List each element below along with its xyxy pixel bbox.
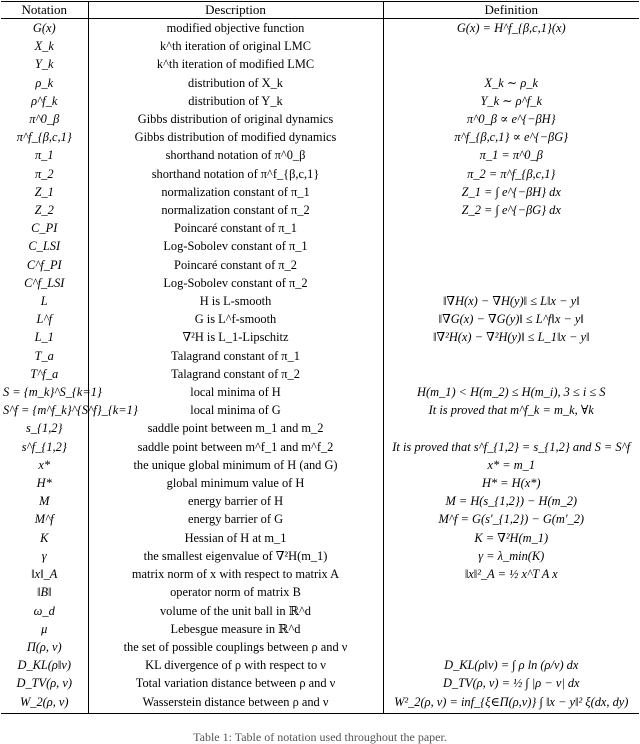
notation-cell: C_LSI [28, 239, 61, 254]
table-row [1, 438, 639, 456]
definition-cell: x* = m_1 [383, 456, 639, 474]
definition-cell: M = H(s_{1,2}) − H(m_2) [383, 492, 639, 510]
table-row [1, 201, 639, 219]
table-row [1, 328, 639, 346]
notation-cell: Π(ρ, ν) [26, 639, 62, 654]
table-row [1, 656, 639, 674]
notation-cell: T^f_a [30, 366, 59, 381]
definition-cell: D_KL(ρ‖ν) = ∫ ρ ln (ρ/ν) dx [383, 656, 639, 674]
table-row [1, 128, 639, 146]
description-cell: Gibbs distribution of modified dynamics [88, 128, 383, 146]
notation-cell: s^f_{1,2} [21, 439, 67, 454]
description-cell: distribution of Y_k [88, 92, 383, 110]
definition-cell: π^0_β ∝ e^{−βH} [383, 110, 639, 128]
description-cell: Gibbs distribution of original dynamics [88, 110, 383, 128]
description-cell: Hessian of H at m_1 [88, 529, 383, 547]
definition-cell: H(m_1) < H(m_2) ≤ H(m_i), 3 ≤ i ≤ S [383, 383, 639, 401]
description-cell: k^th iteration of modified LMC [88, 55, 383, 73]
definition-cell: π_1 = π^0_β [383, 146, 639, 164]
table-row [1, 510, 639, 528]
header-description: Description [88, 2, 383, 19]
description-cell: Lebesgue measure in ℝ^d [88, 620, 383, 638]
description-cell: distribution of X_k [88, 74, 383, 92]
notation-cell: S^f = {m^f_k}^{S^f}_{k=1} [3, 403, 138, 418]
table-row [1, 565, 639, 583]
table-body [1, 19, 639, 714]
description-cell: energy barrier of G [88, 510, 383, 528]
header-definition: Definition [383, 2, 639, 19]
definition-cell [383, 37, 639, 55]
notation-cell: ω_d [33, 603, 55, 618]
definition-cell [383, 55, 639, 73]
notation-cell: ρ_k [35, 75, 54, 90]
description-cell: Poincaré constant of π_1 [88, 219, 383, 237]
table-row [1, 55, 639, 73]
definition-cell: Y_k ∼ ρ^f_k [383, 92, 639, 110]
description-cell: ∇²H is L_1-Lipschitz [88, 328, 383, 346]
definition-cell: γ = λ_min(K) [383, 547, 639, 565]
definition-cell: H* = H(x*) [383, 474, 639, 492]
description-cell: Wasserstein distance between ρ and ν [88, 693, 383, 714]
notation-cell: ‖B‖ [36, 585, 52, 600]
definition-cell: It is proved that m^f_k = m_k, ∀k [383, 401, 639, 419]
definition-cell: π^f_{β,c,1} ∝ e^{−βG} [383, 128, 639, 146]
description-cell: k^th iteration of original LMC [88, 37, 383, 55]
notation-cell: C^f_PI [26, 257, 62, 272]
description-cell: Talagrand constant of π_2 [88, 365, 383, 383]
definition-cell: X_k ∼ ρ_k [383, 74, 639, 92]
notation-cell: π^0_β [29, 112, 60, 127]
notation-cell: ρ^f_k [31, 93, 58, 108]
definition-cell: G(x) = H^f_{β,c,1}(x) [383, 19, 639, 38]
notation-cell: S = {m_k}^S_{k=1} [3, 385, 102, 400]
definition-cell [383, 274, 639, 292]
table-row [1, 19, 639, 38]
table-row [1, 529, 639, 547]
definition-cell: π_2 = π^f_{β,c,1} [383, 165, 639, 183]
description-cell: shorthand notation of π^0_β [88, 146, 383, 164]
notation-cell: π_1 [34, 148, 54, 163]
description-cell: Talagrand constant of π_1 [88, 347, 383, 365]
description-cell: KL divergence of ρ with respect to ν [88, 656, 383, 674]
notation-cell: ‖x‖_A [31, 567, 58, 582]
notation-table-container [1, 1, 639, 714]
description-cell: Total variation distance between ρ and ν [88, 674, 383, 692]
table-row [1, 165, 639, 183]
table-row [1, 347, 639, 365]
description-cell: volume of the unit ball in ℝ^d [88, 602, 383, 620]
table-row [1, 492, 639, 510]
notation-cell: T_a [34, 348, 54, 363]
notation-cell: Z_2 [34, 203, 54, 218]
table-row [1, 401, 639, 419]
notation-cell: D_KL(ρ‖ν) [17, 658, 71, 673]
notation-cell: W_2(ρ, ν) [1, 693, 88, 714]
description-cell: normalization constant of π_2 [88, 201, 383, 219]
definition-cell [383, 256, 639, 274]
table-row [1, 256, 639, 274]
table-row [1, 383, 639, 401]
table-row [1, 602, 639, 620]
description-cell: the set of possible couplings between ρ and ν [88, 638, 383, 656]
definition-cell [383, 365, 639, 383]
notation-cell: L_1 [34, 330, 54, 345]
notation-cell: γ [41, 548, 47, 563]
description-cell: global minimum value of H [88, 474, 383, 492]
description-cell: shorthand notation of π^f_{β,c,1} [88, 165, 383, 183]
table-caption: Table 1: Table of notation used throughout the paper. [193, 730, 447, 744]
definition-cell [383, 583, 639, 601]
notation-cell: C^f_LSI [24, 275, 65, 290]
notation-cell: X_k [34, 39, 54, 54]
notation-cell: L [40, 294, 48, 309]
definition-cell [383, 620, 639, 638]
table-row [1, 92, 639, 110]
table-row [1, 365, 639, 383]
definition-cell: M^f = G(s'_{1,2}) − G(m'_2) [383, 510, 639, 528]
table-row [1, 693, 639, 714]
notation-cell: K [40, 530, 49, 545]
definition-cell: ‖∇H(x) − ∇H(y)‖ ≤ L‖x − y‖ [383, 292, 639, 310]
description-cell: the unique global minimum of H (and G) [88, 456, 383, 474]
table-row [1, 237, 639, 255]
description-cell: local minima of H [88, 383, 383, 401]
description-cell: operator norm of matrix B [88, 583, 383, 601]
notation-cell: D_TV(ρ, ν) [16, 676, 72, 691]
definition-cell: Z_1 = ∫ e^{−βH} dx [383, 183, 639, 201]
definition-cell [383, 638, 639, 656]
notation-cell: H* [36, 476, 52, 491]
table-row [1, 74, 639, 92]
description-cell: Poincaré constant of π_2 [88, 256, 383, 274]
table-row [1, 620, 639, 638]
definition-cell: W²_2(ρ, ν) = inf_{ξ∈Π(ρ,ν)} ∫ ‖x − y‖² ξ(dx, dy) [383, 693, 639, 714]
notation-cell: s_{1,2} [26, 421, 63, 436]
description-cell: saddle point between m_1 and m_2 [88, 419, 383, 437]
description-cell: G is L^f-smooth [88, 310, 383, 328]
definition-cell: It is proved that s^f_{1,2} = s_{1,2} and S = S^f [383, 438, 639, 456]
definition-cell [383, 347, 639, 365]
notation-cell: π^f_{β,c,1} [16, 130, 72, 145]
definition-cell [383, 237, 639, 255]
notation-cell: Z_1 [34, 184, 54, 199]
notation-cell: C_PI [31, 221, 58, 236]
table-row [1, 474, 639, 492]
definition-cell: K = ∇²H(m_1) [383, 529, 639, 547]
table-row [1, 547, 639, 565]
definition-cell: ‖∇G(x) − ∇G(y)‖ ≤ L^f‖x − y‖ [383, 310, 639, 328]
table-row [1, 110, 639, 128]
description-cell: saddle point between m^f_1 and m^f_2 [88, 438, 383, 456]
table-row [1, 583, 639, 601]
table-row [1, 674, 639, 692]
table-row [1, 219, 639, 237]
description-cell: matrix norm of x with respect to matrix A [88, 565, 383, 583]
definition-cell: ‖∇²H(x) − ∇²H(y)‖ ≤ L_1‖x − y‖ [383, 328, 639, 346]
description-cell: Log-Sobolev constant of π_2 [88, 274, 383, 292]
table-row [1, 419, 639, 437]
table-row [1, 183, 639, 201]
notation-cell: M^f [34, 512, 54, 527]
description-cell: modified objective function [88, 19, 383, 38]
notation-cell: G(x) [32, 21, 56, 35]
description-cell: energy barrier of H [88, 492, 383, 510]
description-cell: normalization constant of π_1 [88, 183, 383, 201]
notation-cell: M [39, 494, 50, 509]
notation-cell: L^f [36, 312, 53, 327]
definition-cell: ‖x‖²_A = ½ x^T A x [383, 565, 639, 583]
table-row [1, 638, 639, 656]
table-row [1, 310, 639, 328]
definition-cell [383, 419, 639, 437]
definition-cell [383, 219, 639, 237]
notation-cell: μ [41, 621, 48, 636]
table-row [1, 456, 639, 474]
description-cell: local minima of G [88, 401, 383, 419]
definition-cell: D_TV(ρ, ν) = ½ ∫ |ρ − ν| dx [383, 674, 639, 692]
header-notation: Notation [1, 2, 88, 19]
table-row [1, 292, 639, 310]
description-cell: H is L-smooth [88, 292, 383, 310]
notation-cell: Y_k [34, 57, 54, 72]
table-row [1, 37, 639, 55]
table-row [1, 146, 639, 164]
description-cell: the smallest eigenvalue of ∇²H(m_1) [88, 547, 383, 565]
table-row [1, 274, 639, 292]
header-row [1, 2, 639, 19]
notation-cell: π_2 [34, 166, 54, 181]
notation-cell: x* [38, 457, 51, 472]
description-cell: Log-Sobolev constant of π_1 [88, 237, 383, 255]
notation-table [1, 1, 639, 714]
definition-cell: Z_2 = ∫ e^{−βG} dx [383, 201, 639, 219]
definition-cell [383, 602, 639, 620]
